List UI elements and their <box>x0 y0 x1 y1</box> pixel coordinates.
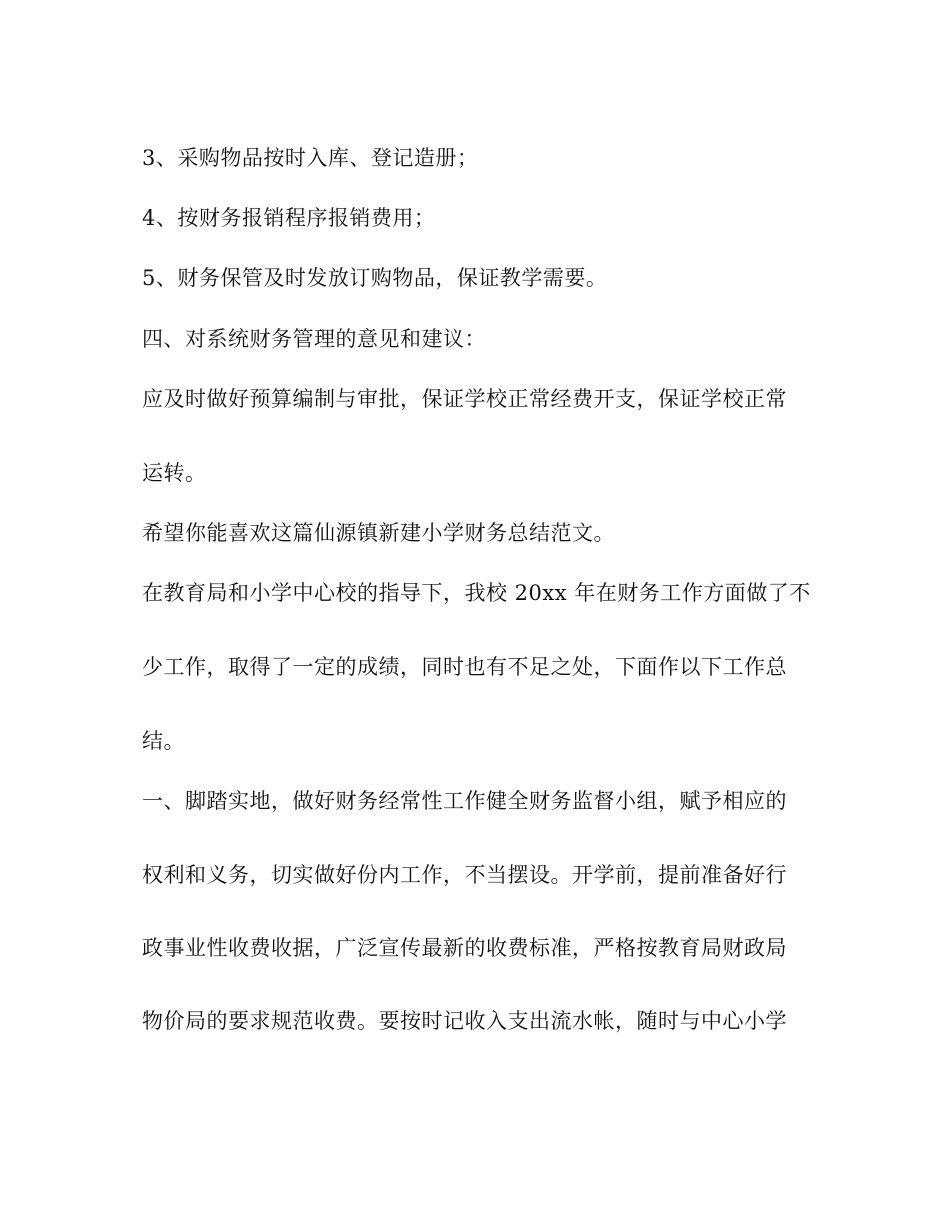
text-line-13: 政事业性收费收据，广泛宣传最新的收费标准，严格按教育局财政局 <box>142 936 787 960</box>
text-line-1: 3、采购物品按时入库、登记造册； <box>142 146 479 170</box>
text-line-10: 结。 <box>142 729 185 753</box>
text-line-2: 4、按财务报销程序报销费用； <box>142 206 436 230</box>
text-line-7: 希望你能喜欢这篇仙源镇新建小学财务总结范文。 <box>142 521 615 545</box>
text-line-8: 在教育局和小学中心校的指导下，我校 20xx 年在财务工作方面做了不 <box>142 581 811 605</box>
text-line-5: 应及时做好预算编制与审批，保证学校正常经费开支，保证学校正常 <box>142 387 787 411</box>
text-line-9: 少工作，取得了一定的成绩，同时也有不足之处，下面作以下工作总 <box>142 655 787 679</box>
text-line-14: 物价局的要求规范收费。要按时记收入支出流水帐，随时与中心小学 <box>142 1009 787 1033</box>
text-line-11: 一、脚踏实地，做好财务经常性工作健全财务监督小组，赋予相应的 <box>142 789 787 813</box>
text-line-4: 四、对系统财务管理的意见和建议： <box>142 327 486 351</box>
text-line-3: 5、财务保管及时发放订购物品，保证教学需要。 <box>142 266 608 290</box>
text-line-6: 运转。 <box>142 461 207 485</box>
text-line-12: 权利和义务，切实做好份内工作，不当摆设。开学前，提前准备好行 <box>142 863 787 887</box>
